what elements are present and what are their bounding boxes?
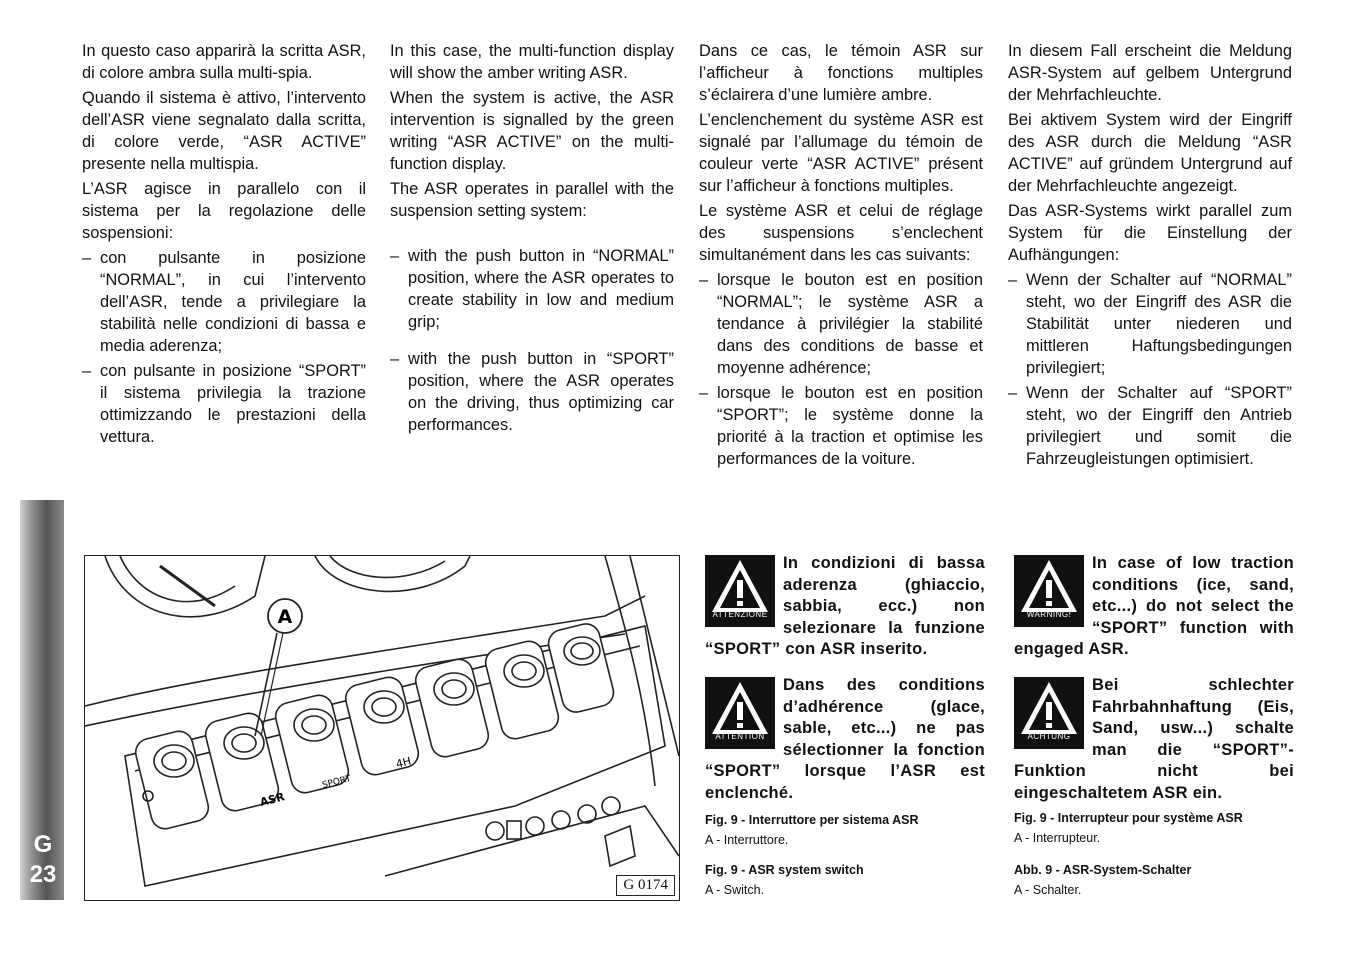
caption-german: [1014, 860, 1191, 900]
caption-french: [1014, 808, 1243, 848]
caption-item: A - Schalter.: [1014, 883, 1082, 897]
paragraph: Quando il sistema è attivo, l’intervento dell’ASR viene segnalato dalla scritta, di colore verde, “ASR ACTIVE” presente nella multispia.: [82, 89, 366, 173]
warning-tag: ACHTUNG: [1027, 731, 1071, 741]
page-number: 23: [29, 861, 57, 888]
warning-triangle-icon: [705, 555, 775, 627]
paragraph: L’enclenchement du système ASR est signalé par l’allumage du témoin de couleur verte “ASR ACTIVE” présent sur l’afficheur à fonctions multiples.: [699, 111, 983, 195]
warning-triangle-icon: [1014, 555, 1084, 627]
side-tab-label: [22, 830, 64, 890]
warning-tag: ATTENZIONE: [712, 609, 768, 619]
warning-text: Dans des conditions d’adhérence (glace, sable, etc...) ne pas sélectionner la fonction “SPORT” lorsque l’ASR est enclenché.: [705, 676, 985, 802]
paragraph: Das ASR-Systems wirkt parallel zum System für die Einstellung der Aufhängungen:: [1008, 202, 1292, 264]
caption-item: A - Interruttore.: [705, 833, 789, 847]
warning-text: In condizioni di bassa aderenza (ghiaccio, sabbia, ecc.) non selezionare la funzione “SPORT” con ASR inserito.: [705, 554, 985, 658]
bullet-item: – with the push button in “NORMAL” position, where the ASR operates to create stability in low and medium grip;: [390, 245, 674, 333]
bullet-item: – with the push button in “SPORT” position, where the ASR operates on the driving, thus optimizing car performances.: [390, 348, 674, 436]
bullet-item: – con pulsante in posizione “SPORT” il sistema privilegia la trazione ottimizzando le prestazioni della vettura.: [82, 360, 366, 448]
warning-tag: WARNING!: [1026, 609, 1072, 619]
bullet-list: [390, 245, 674, 436]
column-english: [390, 40, 674, 439]
button-label-sport: SPORT: [321, 774, 353, 791]
bullet-item: – lorsque le bouton est en position “NORMAL”; le système ASR a tendance à privilégier la stabilité dans des conditions de basse et moyenne adhérence;: [699, 269, 983, 379]
bullet-item: – con pulsante in posizione “NORMAL”, in cui l’intervento dell’ASR, tende a privilegiare la stabilità nelle condizioni di bassa e media aderenza;: [82, 247, 366, 357]
paragraph: Le système ASR et celui de réglage des suspensions s’enclechent simultanément dans les cas suivants:: [699, 202, 983, 264]
caption-item: A - Switch.: [705, 883, 765, 897]
paragraph: Dans ce cas, le témoin ASR sur l’afficheur à fonctions multiples s’éclairera d’une lumière ambre.: [699, 42, 983, 104]
bullet-item: – Wenn der Schalter auf “SPORT” steht, wo der Eingriff den Antrieb privilegiert und somit die Fahrzeugleistungen optimisiert.: [1008, 382, 1292, 470]
caption-item: A - Interrupteur.: [1014, 831, 1101, 845]
callout-label: A: [277, 606, 293, 628]
warning-tag: ATTENTION: [715, 731, 765, 741]
column-italian: [82, 40, 366, 451]
warning-italian: [705, 553, 985, 661]
paragraph: The ASR operates in parallel with the suspension setting system:: [390, 180, 674, 220]
warning-french: [705, 675, 985, 804]
bullet-list: [699, 269, 983, 470]
section-letter: G: [33, 831, 53, 858]
switch-panel-illustration: [85, 556, 679, 900]
bullet-list: [1008, 269, 1292, 470]
caption-english: [705, 860, 864, 900]
paragraph: L’ASR agisce in parallelo con il sistema per la regolazione delle sospensioni:: [82, 180, 366, 242]
paragraph: In diesem Fall erscheint die Meldung ASR-System auf gelbem Untergrund der Mehrfachleuchte.: [1008, 42, 1292, 104]
warning-text: Bei schlechter Fahrbahnhaftung (Eis, Sand, usw...) schalte man die “SPORT”-Funktion nicht bei eingeschaltetem ASR ein.: [1014, 676, 1294, 802]
warning-german: [1014, 675, 1294, 804]
bullet-item: – Wenn der Schalter auf “NORMAL” steht, wo der Eingriff des ASR die Stabilität unter niederen und mittleren Haftungsbedingungen privilegiert;: [1008, 269, 1292, 379]
column-french: [699, 40, 983, 473]
warning-english: [1014, 553, 1294, 661]
caption-title: Fig. 9 - ASR system switch: [705, 863, 864, 877]
button-label-4h: 4H: [394, 754, 413, 771]
paragraph: When the system is active, the ASR intervention is signalled by the green writing “ASR ACTIVE” on the multi-function display.: [390, 89, 674, 173]
paragraph: In this case, the multi-function display will show the amber writing ASR.: [390, 42, 674, 82]
paragraph: In questo caso apparirà la scritta ASR, di colore ambra sulla multi-spia.: [82, 42, 366, 82]
caption-title: Fig. 9 - Interruttore per sistema ASR: [705, 813, 919, 827]
paragraph: Bei aktivem System wird der Eingriff des ASR durch die Meldung “ASR ACTIVE” auf gründem Untergrund auf der Mehrfachleuchte angezeigt.: [1008, 111, 1292, 195]
caption-title: Abb. 9 - ASR-System-Schalter: [1014, 863, 1192, 877]
bullet-item: – lorsque le bouton est en position “SPORT”; le système donne la priorité à la traction et optimise les performances de la voiture.: [699, 382, 983, 470]
caption-title: Fig. 9 - Interrupteur pour système ASR: [1014, 811, 1243, 825]
warning-triangle-icon: [705, 677, 775, 749]
caption-italian: [705, 810, 918, 850]
button-label-asr: ASR: [258, 790, 286, 809]
figure-code: G 0174: [616, 875, 675, 896]
figure-asr-switch: [84, 555, 680, 901]
warning-triangle-icon: [1014, 677, 1084, 749]
warning-text: In case of low traction conditions (ice, sand, etc...) do not select the “SPORT” function with engaged ASR.: [1014, 554, 1294, 658]
bullet-list: [82, 247, 366, 448]
column-german: [1008, 40, 1292, 473]
